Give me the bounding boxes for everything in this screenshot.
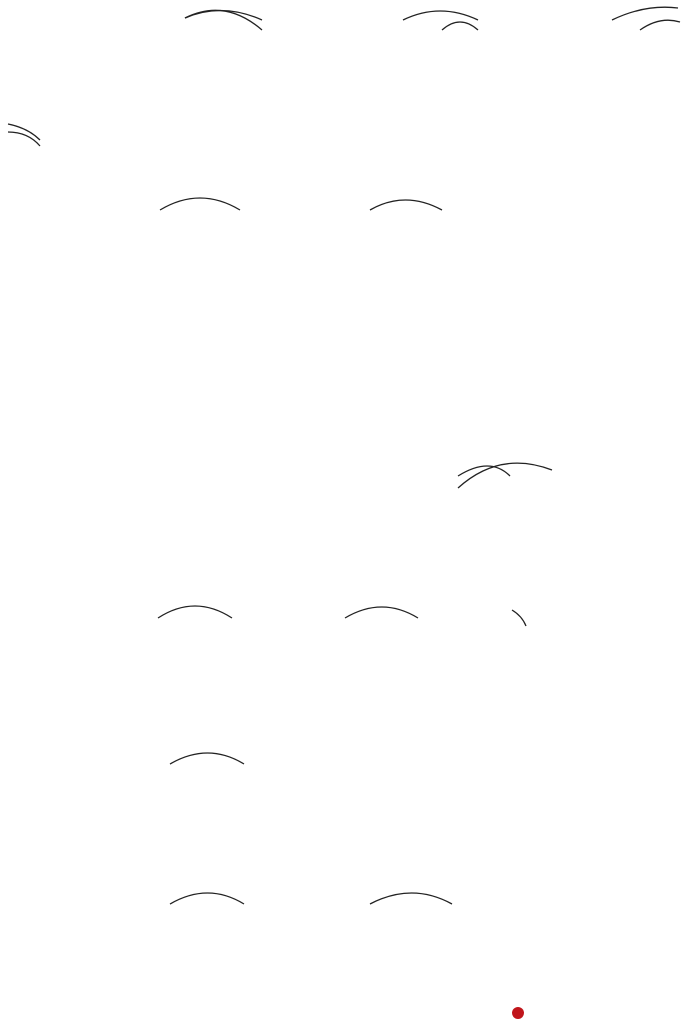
watermark (510, 1005, 526, 1021)
logo-icon (512, 1007, 524, 1019)
